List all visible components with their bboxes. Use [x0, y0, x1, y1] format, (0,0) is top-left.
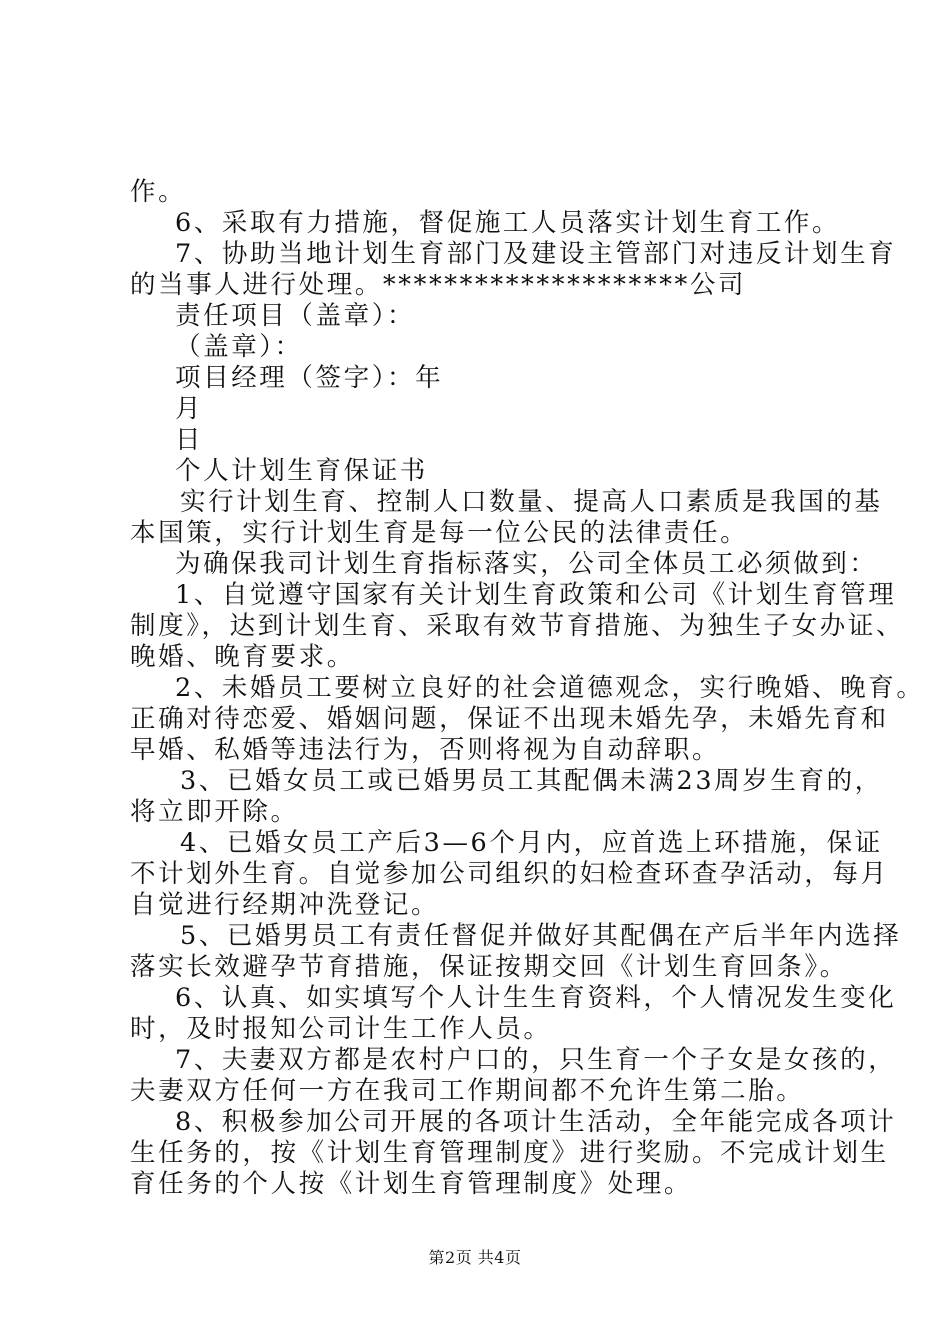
- text-line: 将立即开除。: [130, 797, 299, 827]
- text-line: 正确对待恋爱、婚姻问题，保证不出现未婚先孕，未婚先育和: [130, 704, 889, 734]
- text-line: 7、协助当地计划生育部门及建设主管部门对违反计划生育: [175, 239, 897, 269]
- text-line: 4、已婚女员工产后3—6个月内，应首选上环措施，保证: [180, 828, 883, 858]
- text-line: 3、已婚女员工或已婚男员工其配偶未满23周岁生育的，: [180, 766, 883, 796]
- text-line: 早婚、私婚等违法行为，否则将视为自动辞职。: [130, 735, 721, 765]
- text-line: 8、积极参加公司开展的各项计生活动，全年能完成各项计: [175, 1107, 897, 1137]
- text-line: 生任务的，按《计划生育管理制度》进行奖励。不完成计划生: [130, 1138, 889, 1168]
- text-line: 6、采取有力措施，督促施工人员落实计划生育工作。: [175, 208, 841, 238]
- text-line: 7、夫妻双方都是农村户口的，只生育一个子女是女孩的，: [175, 1045, 897, 1075]
- text-line: 5、已婚男员工有责任督促并做好其配偶在产后半年内选择: [180, 921, 902, 951]
- text-line: 2、未婚员工要树立良好的社会道德观念，实行晚婚、晚育。: [175, 673, 925, 703]
- text-line: 育任务的个人按《计划生育管理制度》处理。: [130, 1169, 693, 1199]
- text-line: 实行计划生育、控制人口数量、提高人口素质是我国的基: [180, 487, 883, 517]
- page-number-footer: 第2页 共4页: [428, 1248, 522, 1267]
- text-line: 夫妻双方任何一方在我司工作期间都不允许生第二胎。: [130, 1076, 805, 1106]
- text-line: 责任项目（盖章）：: [175, 301, 416, 331]
- text-line: 6、认真、如实填写个人计生生育资料，个人情况发生变化: [175, 983, 897, 1013]
- text-line: 晚婚、晚育要求。: [130, 642, 355, 672]
- text-line: 时，及时报知公司计生工作人员。: [130, 1014, 552, 1044]
- text-line: 1、自觉遵守国家有关计划生育政策和公司《计划生育管理: [175, 580, 897, 610]
- text-line: 落实长效避孕节育措施，保证按期交回《计划生育回条》。: [130, 952, 848, 982]
- text-line: 项目经理（签字）：年: [175, 363, 444, 393]
- text-line: 月: [175, 394, 204, 424]
- text-line: 为确保我司计划生育指标落实，公司全体员工必须做到：: [175, 549, 878, 579]
- text-line: 作。: [130, 177, 187, 207]
- document-title: 个人计划生育保证书: [175, 456, 428, 486]
- text-line: 本国策，实行计划生育是每一位公民的法律责任。: [130, 518, 749, 548]
- text-line: 制度》，达到计划生育、采取有效节育措施、为独生子女办证、: [130, 611, 905, 641]
- text-line: 自觉进行经期冲洗登记。: [130, 890, 440, 920]
- text-line: 日: [175, 425, 204, 455]
- text-line: 的当事人进行处理。********************公司: [130, 270, 747, 300]
- text-line: （盖章）：: [175, 332, 303, 362]
- text-line: 不计划外生育。自觉参加公司组织的妇检查环查孕活动，每月: [130, 859, 889, 889]
